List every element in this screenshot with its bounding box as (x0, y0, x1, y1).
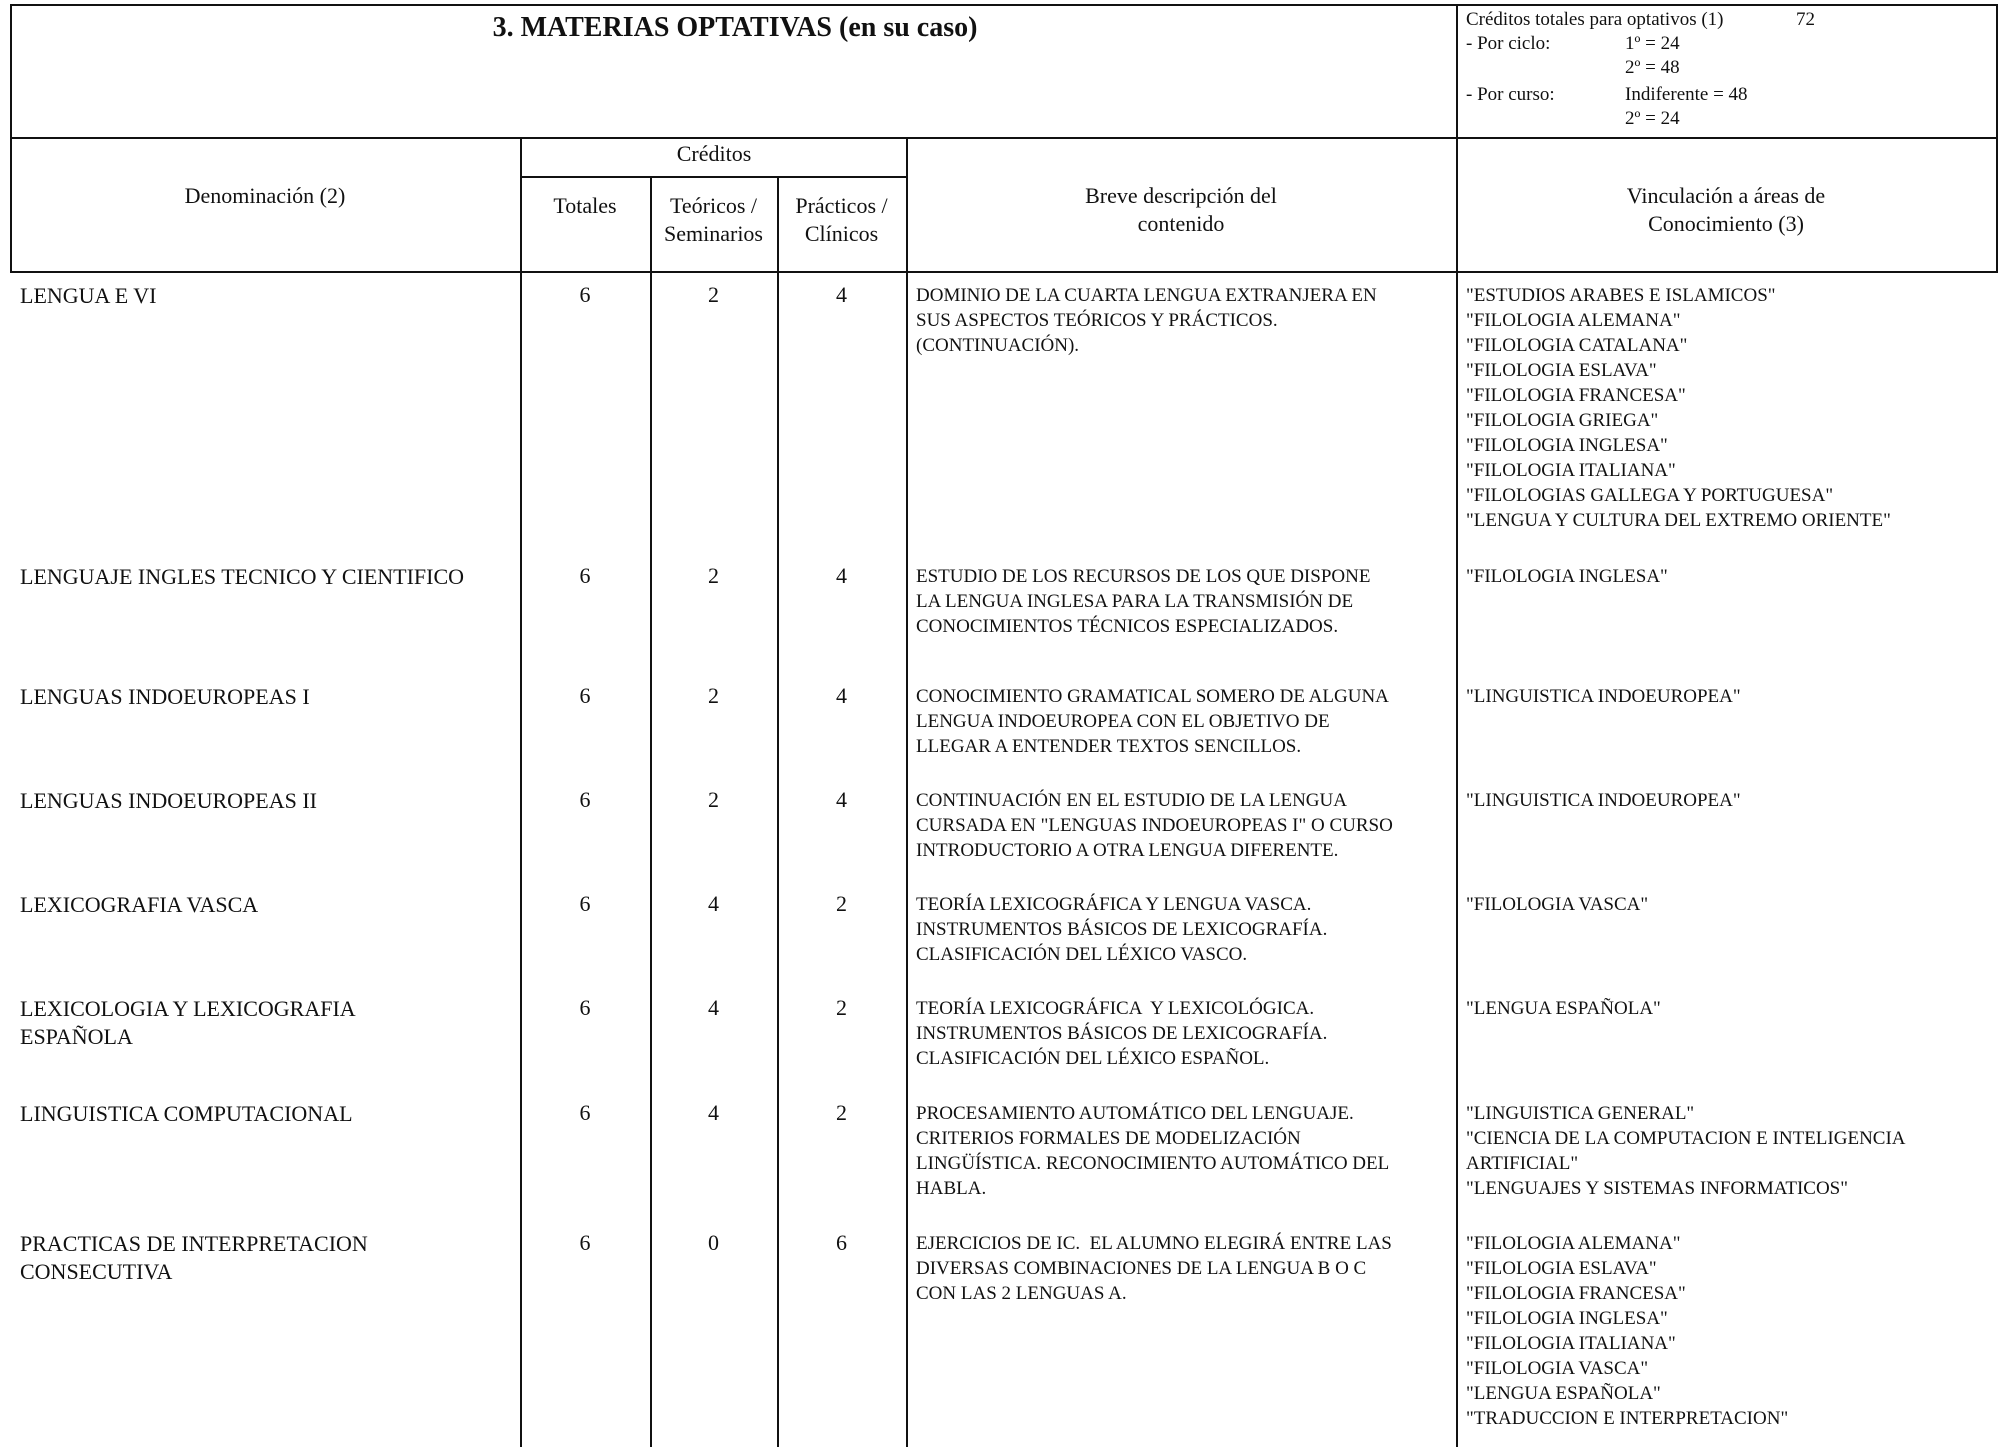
row-totales: 6 (579, 995, 591, 1020)
row-areas: "LINGUISTICA INDOEUROPEA" (1466, 790, 1741, 811)
row-name: LEXICOGRAFIA VASCA (20, 892, 259, 917)
row-practicos: 6 (836, 1230, 847, 1255)
row-teoricos: 4 (708, 995, 719, 1020)
credits-curso-2: 2º = 24 (1625, 108, 1680, 129)
header-creditos: Créditos (676, 141, 752, 166)
credits-ciclo-label: - Por ciclo: (1466, 33, 1551, 54)
rule-header-bottom (10, 271, 1998, 273)
page-title: 3. MATERIAS OPTATIVAS (en su caso) (492, 12, 978, 43)
header-teoricos: Teóricos / Seminarios (664, 193, 763, 246)
row-practicos: 4 (836, 563, 847, 588)
row-description: EJERCICIOS DE IC. EL ALUMNO ELEGIRÁ ENTRE LAS DIVERSAS COMBINACIONES DE LA LENGUA B O C CON LAS 2 LENGUAS A. (916, 1233, 1392, 1304)
credits-total-value: 72 (1796, 9, 1815, 30)
row-areas: "FILOLOGIA VASCA" (1466, 894, 1649, 915)
row-teoricos: 2 (708, 683, 719, 708)
row-description: DOMINIO DE LA CUARTA LENGUA EXTRANJERA EN SUS ASPECTOS TEÓRICOS Y PRÁCTICOS. (CONTINUACIÓN). (916, 285, 1377, 356)
row-name: LINGUISTICA COMPUTACIONAL (20, 1101, 353, 1126)
row-name: LENGUA E VI (20, 283, 157, 308)
row-description: ESTUDIO DE LOS RECURSOS DE LOS QUE DISPONE LA LENGUA INGLESA PARA LA TRANSMISIÓN DE CONOCIMIENTOS TÉCNICOS ESPECIALIZADOS. (916, 566, 1371, 637)
credits-curso-label: - Por curso: (1466, 84, 1555, 105)
header-practicos: Prácticos / Clínicos (795, 193, 888, 246)
vline-practicos (906, 137, 908, 1447)
row-areas: "ESTUDIOS ARABES E ISLAMICOS" "FILOLOGIA ALEMANA" "FILOLOGIA CATALANA" "FILOLOGIA ESLAVA" "FILOLOGIA FRANCESA" "FILOLOGIA GRIEGA" "FILOLOGIA INGLESA" "FILOLOGIA ITALIANA" "FILOLOGIAS GALLEGA Y PORTUGUESA" "LENGUA Y CULTURA DEL EXTREMO ORIENTE" (1466, 285, 1891, 531)
row-areas: "LINGUISTICA INDOEUROPEA" (1466, 686, 1741, 707)
row-totales: 6 (579, 891, 591, 916)
header-vinculacion: Vinculación a áreas de Conocimiento (3) (1626, 183, 1826, 236)
header-totales: Totales (553, 193, 617, 218)
row-practicos: 2 (836, 891, 847, 916)
rule-creditos (520, 176, 908, 178)
row-teoricos: 2 (708, 787, 719, 812)
row-totales: 6 (579, 282, 591, 307)
row-areas: "LENGUA ESPAÑOLA" (1466, 998, 1661, 1019)
header-denominacion: Denominación (2) (184, 183, 346, 208)
document-page (10, 0, 2000, 1447)
credits-total-label: Créditos totales para optativos (1) (1466, 9, 1724, 30)
row-totales: 6 (579, 1230, 591, 1255)
row-description: PROCESAMIENTO AUTOMÁTICO DEL LENGUAJE. CRITERIOS FORMALES DE MODELIZACIÓN LINGÜÍSTICA. RECONOCIMIENTO AUTOMÁTICO DEL HABLA. (916, 1103, 1390, 1199)
row-totales: 6 (579, 683, 591, 708)
row-name: LENGUAS INDOEUROPEAS I (20, 684, 310, 709)
row-teoricos: 0 (708, 1230, 719, 1255)
row-teoricos: 4 (708, 1100, 719, 1125)
vline-left (10, 4, 12, 271)
row-description: CONOCIMIENTO GRAMATICAL SOMERO DE ALGUNA LENGUA INDOEUROPEA CON EL OBJETIVO DE LLEGAR A ENTENDER TEXTOS SENCILLOS. (916, 686, 1389, 757)
row-practicos: 4 (836, 282, 847, 307)
row-description: TEORÍA LEXICOGRÁFICA Y LEXICOLÓGICA. INSTRUMENTOS BÁSICOS DE LEXICOGRAFÍA. CLASIFICACIÓN DEL LÉXICO ESPAÑOL. (916, 998, 1328, 1069)
row-name: LEXICOLOGIA Y LEXICOGRAFIA ESPAÑOLA (20, 996, 356, 1049)
row-practicos: 2 (836, 995, 847, 1020)
row-name: PRACTICAS DE INTERPRETACION CONSECUTIVA (20, 1231, 368, 1284)
row-practicos: 4 (836, 787, 847, 812)
row-name: LENGUAS INDOEUROPEAS II (20, 788, 317, 813)
row-totales: 6 (579, 563, 591, 588)
header-descripcion: Breve descripción del contenido (1085, 183, 1277, 236)
rule-title-bottom (10, 137, 1998, 139)
row-practicos: 2 (836, 1100, 847, 1125)
row-teoricos: 2 (708, 563, 719, 588)
credits-ciclo-1: 1º = 24 (1625, 33, 1680, 54)
row-description: TEORÍA LEXICOGRÁFICA Y LENGUA VASCA. INSTRUMENTOS BÁSICOS DE LEXICOGRAFÍA. CLASIFICACIÓN DEL LÉXICO VASCO. (916, 894, 1328, 965)
credits-ciclo-2: 2º = 48 (1625, 57, 1680, 78)
row-totales: 6 (579, 1100, 591, 1125)
credits-curso-1: Indiferente = 48 (1625, 84, 1748, 105)
rule-top (10, 4, 1998, 6)
row-totales: 6 (579, 787, 591, 812)
row-areas: "FILOLOGIA ALEMANA" "FILOLOGIA ESLAVA" "FILOLOGIA FRANCESA" "FILOLOGIA INGLESA" "FILOLOGIA ITALIANA" "FILOLOGIA VASCA" "LENGUA ESPAÑOLA" "TRADUCCION E INTERPRETACION" (1466, 1233, 1789, 1429)
row-areas: "LINGUISTICA GENERAL" "CIENCIA DE LA COMPUTACION E INTELIGENCIA ARTIFICIAL" "LENGUAJES Y SISTEMAS INFORMATICOS" (1466, 1103, 1906, 1199)
row-teoricos: 2 (708, 282, 719, 307)
row-practicos: 4 (836, 683, 847, 708)
row-areas: "FILOLOGIA INGLESA" (1466, 566, 1668, 587)
row-name: LENGUAJE INGLES TECNICO Y CIENTIFICO (20, 564, 465, 589)
row-teoricos: 4 (708, 891, 719, 916)
row-description: CONTINUACIÓN EN EL ESTUDIO DE LA LENGUA CURSADA EN "LENGUAS INDOEUROPEAS I" O CURSO INTRODUCTORIO A OTRA LENGUA DIFERENTE. (916, 790, 1393, 861)
vline-right (1996, 4, 1998, 271)
